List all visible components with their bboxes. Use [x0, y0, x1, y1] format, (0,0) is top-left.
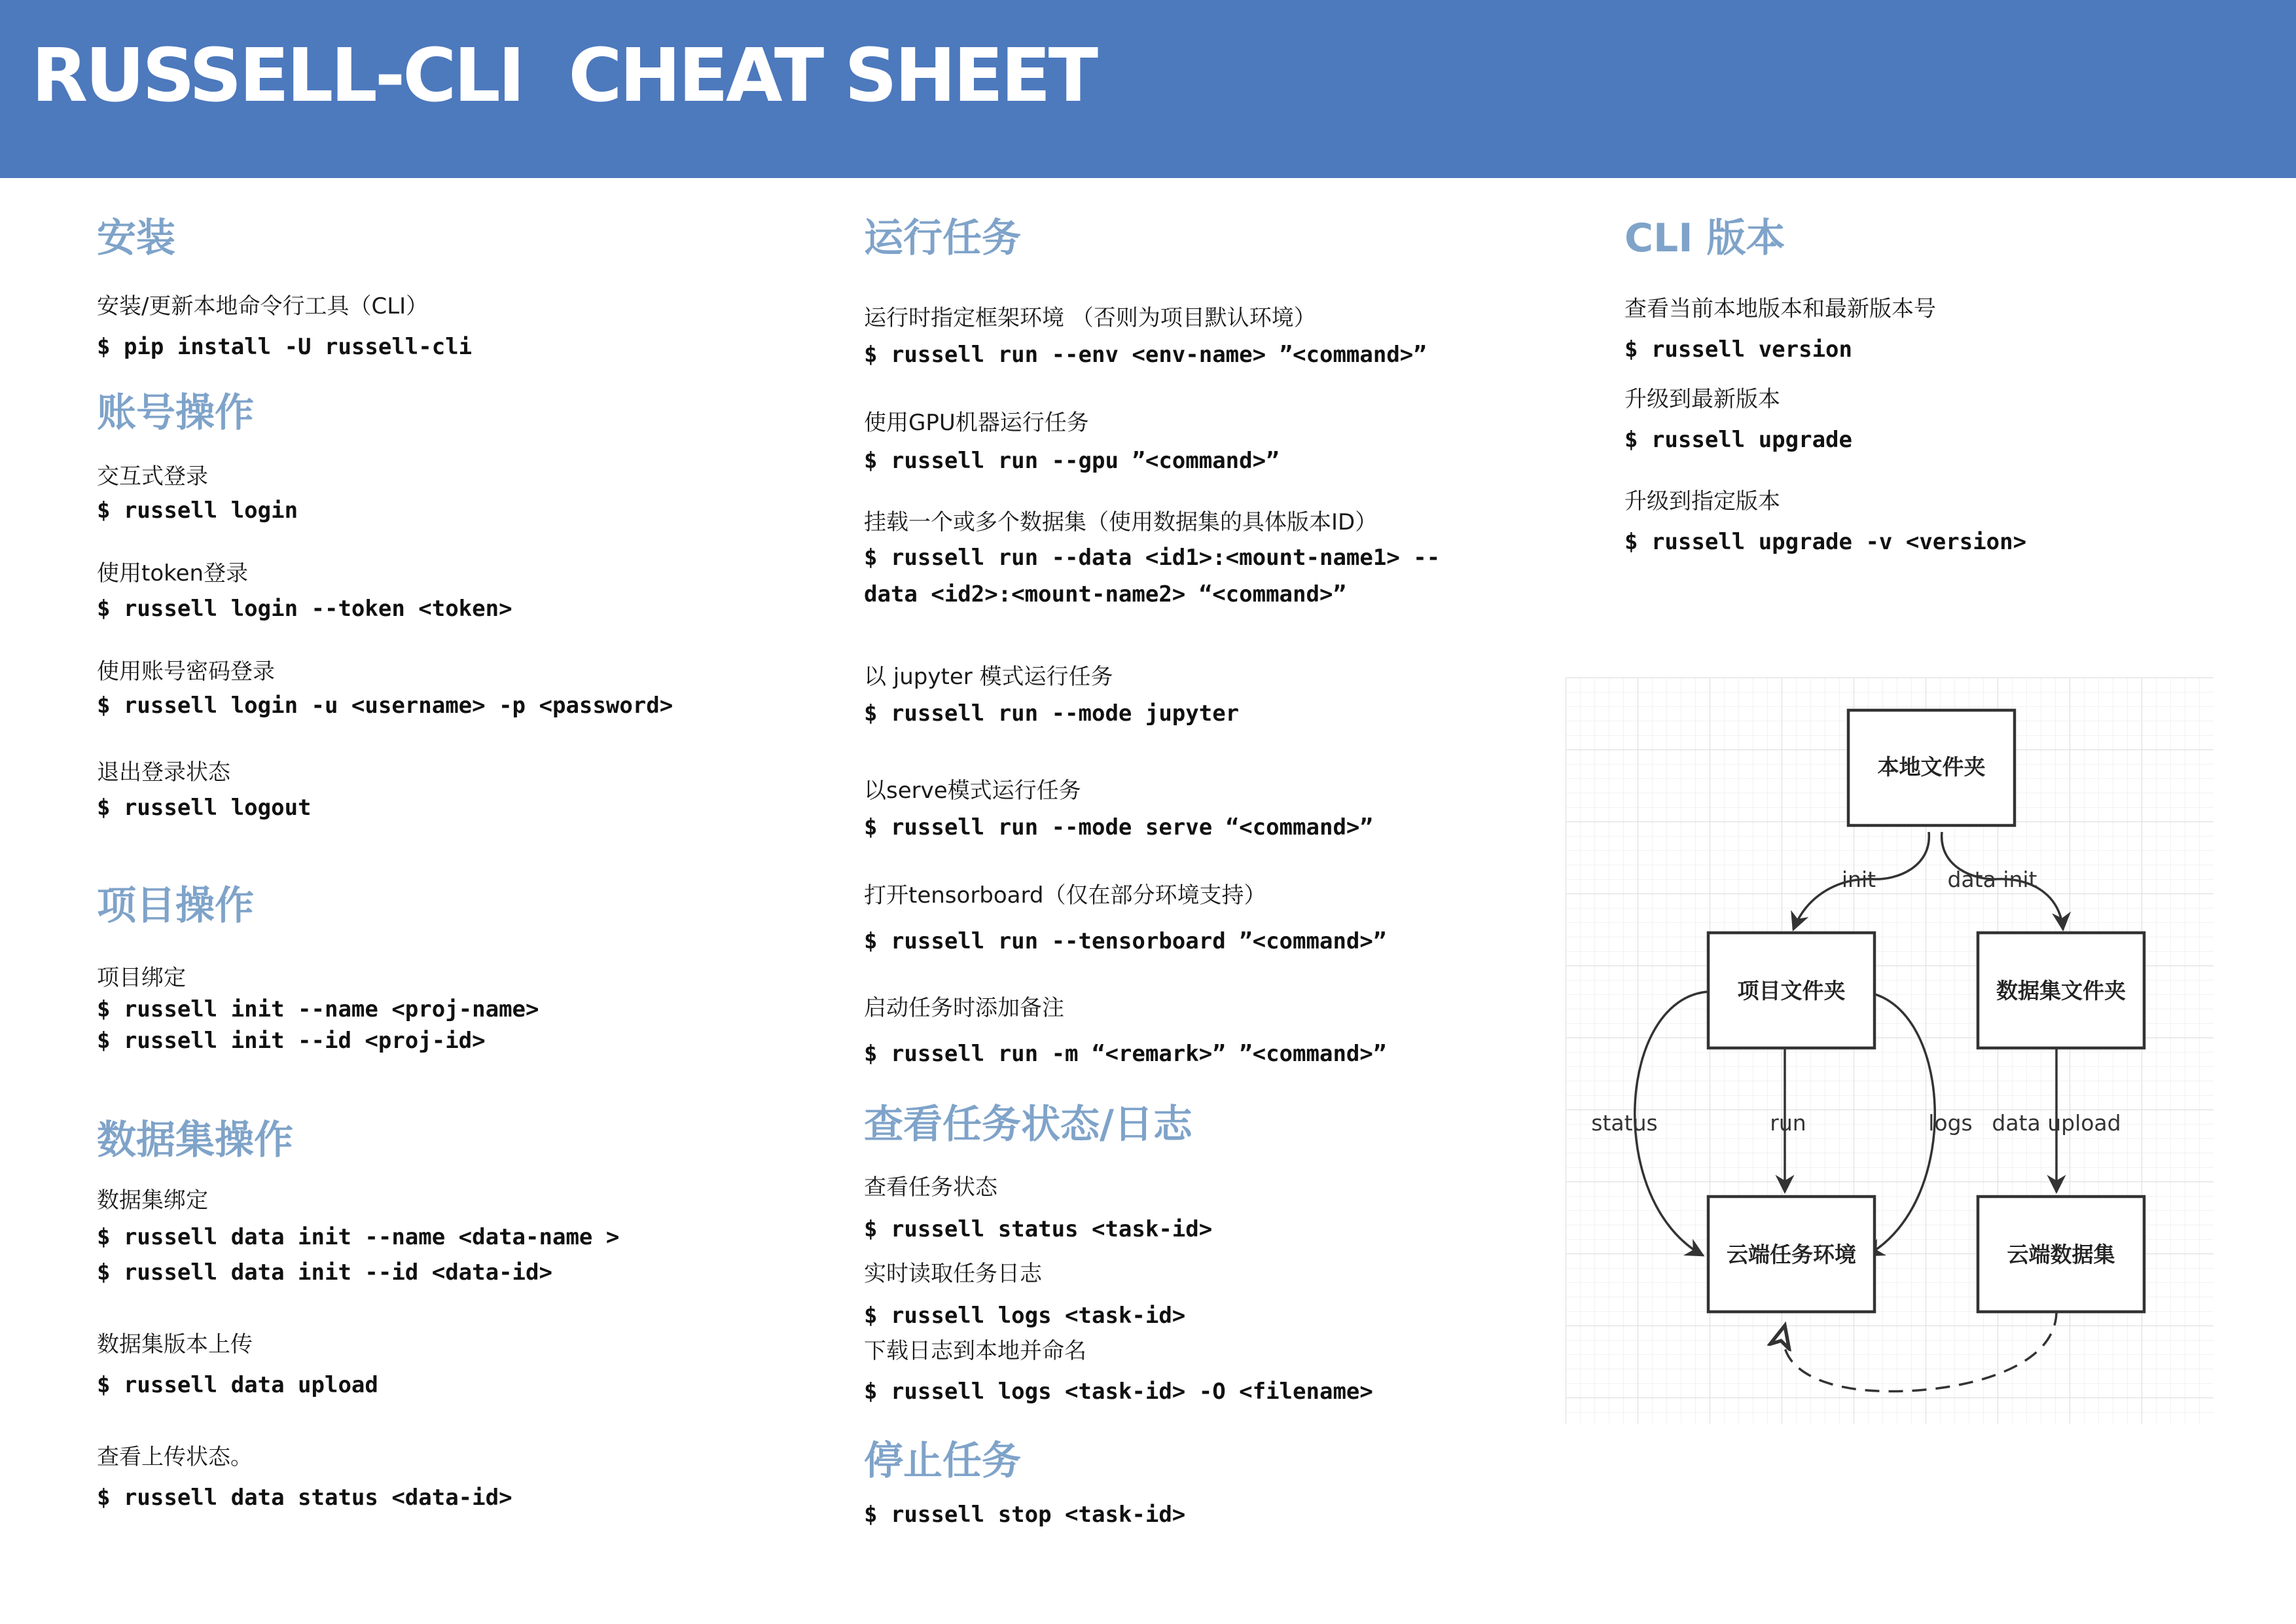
edge-label-data-upload: data upload: [1992, 1110, 2121, 1136]
section-title-run: 运行任务: [864, 215, 1021, 261]
run-cmd: $ russell run --data <id1>:<mount-name1> --: [864, 545, 1441, 571]
install-desc: 安装/更新本地命令行工具（CLI）: [97, 293, 429, 319]
account-desc: 退出登录状态: [97, 759, 230, 785]
status-desc: 查看任务状态: [864, 1174, 997, 1200]
dataset-status-desc: 查看上传状态。: [97, 1444, 253, 1470]
svg-text:项目文件夹: 项目文件夹: [1737, 978, 1846, 1003]
run-desc: 以 jupyter 模式运行任务: [864, 664, 1113, 690]
account-desc: 使用token登录: [97, 560, 249, 586]
section-title-project: 项目操作: [97, 883, 254, 929]
project-desc: 项目绑定: [97, 965, 186, 991]
status-cmd: $ russell logs <task-id>: [864, 1303, 1186, 1329]
node-cloud-env: [1708, 1197, 1874, 1312]
edge-label-init: init: [1841, 867, 1876, 892]
section-title-dataset: 数据集操作: [97, 1117, 293, 1163]
dataset-bind-cmd: $ russell data init --name <data-name >: [97, 1224, 620, 1250]
run-cmd: $ russell run --mode jupyter: [864, 700, 1240, 727]
run-desc: 运行时指定框架环境 （否则为项目默认环境）: [864, 305, 1316, 331]
account-desc: 交互式登录: [97, 463, 208, 490]
account-cmd: $ russell login: [97, 497, 298, 524]
section-title-status: 查看任务状态/日志: [864, 1102, 1193, 1147]
run-cmd: $ russell run --env <env-name> ”<command>”: [864, 342, 1427, 368]
run-desc: 打开tensorboard（仅在部分环境支持）: [864, 882, 1266, 909]
run-desc: 挂载一个或多个数据集（使用数据集的具体版本ID）: [864, 509, 1378, 535]
version-desc: 查看当前本地版本和最新版本号: [1624, 296, 1936, 322]
status-desc: 下载日志到本地并命名: [864, 1338, 1086, 1364]
run-cmd: $ russell run --tensorboard ”<command>”: [864, 928, 1387, 954]
version-cmd: $ russell upgrade -v <version>: [1624, 529, 2027, 555]
header-banner: [0, 0, 2296, 178]
workflow-diagram: [1566, 677, 2214, 1424]
version-cmd: $ russell upgrade: [1624, 427, 1852, 453]
run-cmd: $ russell run --mode serve “<command>”: [864, 814, 1373, 840]
edge-label-run: run: [1770, 1110, 1806, 1136]
svg-text:本地文件夹: 本地文件夹: [1877, 754, 1986, 780]
account-cmd: $ russell login --token <token>: [97, 596, 512, 622]
dataset-bind-desc: 数据集绑定: [97, 1187, 208, 1214]
dataset-upload-cmd: $ russell data upload: [97, 1372, 378, 1398]
dataset-bind-cmd: $ russell data init --id <data-id>: [97, 1259, 552, 1286]
run-desc: 以serve模式运行任务: [864, 778, 1081, 804]
project-cmd: $ russell init --name <proj-name>: [97, 996, 539, 1022]
account-cmd: $ russell logout: [97, 795, 312, 821]
status-cmd: $ russell status <task-id>: [864, 1216, 1213, 1242]
stop-cmd: $ russell stop <task-id>: [864, 1502, 1186, 1528]
dataset-upload-desc: 数据集版本上传: [97, 1331, 253, 1358]
status-cmd: $ russell logs <task-id> -O <filename>: [864, 1379, 1373, 1405]
section-title-account: 账号操作: [97, 390, 254, 436]
node-cloud-dataset: [1978, 1197, 2144, 1312]
account-cmd: $ russell login -u <username> -p <password>: [97, 693, 673, 719]
node-project-folder: [1708, 933, 1874, 1048]
svg-text:数据集文件夹: 数据集文件夹: [1996, 978, 2126, 1003]
version-desc: 升级到指定版本: [1624, 488, 1780, 514]
node-dataset-folder: [1978, 933, 2144, 1048]
edge-label-status: status: [1591, 1110, 1658, 1136]
edge-label-data-init: data init: [1947, 867, 2037, 892]
page-title: RUSSELL-CLI CHEAT SHEET: [31, 33, 1096, 118]
project-cmd: $ russell init --id <proj-id>: [97, 1028, 486, 1054]
svg-text:云端任务环境: 云端任务环境: [1727, 1242, 1856, 1267]
run-desc: 使用GPU机器运行任务: [864, 410, 1089, 436]
node-local-folder: [1848, 710, 2015, 825]
dataset-status-cmd: $ russell data status <data-id>: [97, 1485, 512, 1511]
run-cmd: data <id2>:<mount-name2> “<command>”: [864, 581, 1346, 607]
edge-label-logs: logs: [1928, 1110, 1973, 1136]
section-title-version: CLI 版本: [1624, 215, 1785, 261]
svg-text:云端数据集: 云端数据集: [2007, 1242, 2115, 1267]
account-desc: 使用账号密码登录: [97, 659, 275, 685]
version-desc: 升级到最新版本: [1624, 386, 1780, 412]
run-cmd: $ russell run -m “<remark>” ”<command>”: [864, 1041, 1387, 1067]
section-title-stop: 停止任务: [864, 1438, 1021, 1484]
status-desc: 实时读取任务日志: [864, 1261, 1042, 1287]
run-cmd: $ russell run --gpu ”<command>”: [864, 448, 1280, 474]
section-title-install: 安装: [97, 215, 175, 261]
install-cmd: $ pip install -U russell-cli: [97, 334, 473, 360]
run-desc: 启动任务时添加备注: [864, 995, 1064, 1021]
version-cmd: $ russell version: [1624, 336, 1852, 363]
